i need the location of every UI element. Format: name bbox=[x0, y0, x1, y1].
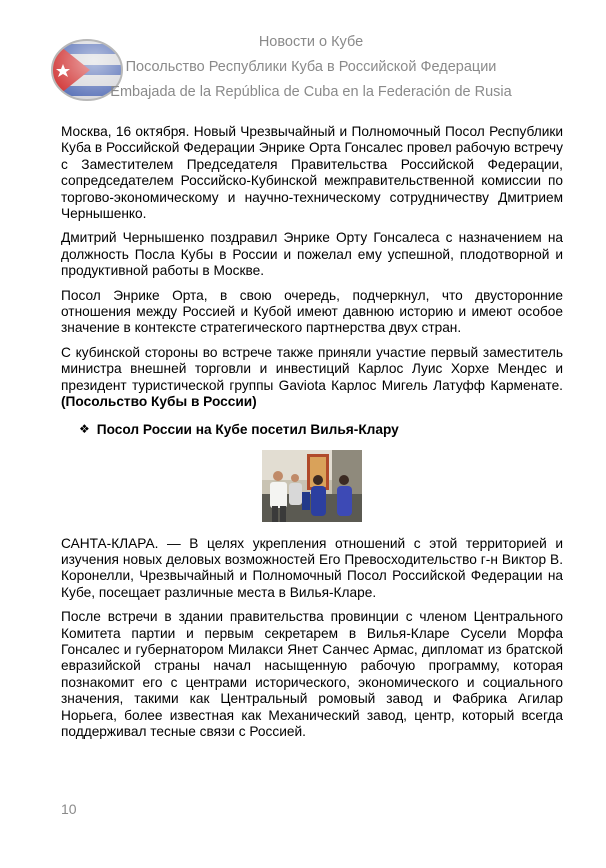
article1-source: (Посольство Кубы в России) bbox=[61, 394, 257, 410]
header-title: Новости о Кубе bbox=[258, 34, 364, 50]
article1-paragraph-2: Дмитрий Чернышенко поздравил Энрике Орту Гонсалеса с назначением на должность Посла Кубы в России и пожелал ему успешной, плодотворной и продуктивной работы в Москве. bbox=[61, 230, 563, 279]
article2-heading bbox=[79, 421, 563, 438]
article1-paragraph-1: Москва, 16 октября. Новый Чрезвычайный и Полномочный Посол Республики Куба в Российской Федерации Энрике Орта Гонсалес провел рабочую встречу с Заместителем Председателя Правительства Российской Федерации, сопредседателем Российско-Кубинской межправительственной комиссии по торгово-экономическому и научно-техническому сотрудничеству Дмитрием Чернышенко. bbox=[61, 124, 563, 222]
page-number: 10 bbox=[61, 801, 77, 817]
diamond-bullet-icon: ❖ bbox=[79, 421, 90, 436]
meeting-photo bbox=[262, 450, 362, 522]
article2-paragraph-1: САНТА-КЛАРА. — В целях укрепления отношений с этой территорией и изучения новых деловых возможностей Его Превосходительство г-н Виктор В. Коронелли, Чрезвычайный и Полномочный Посол Российской Федерации на Кубе, посещает различные места в Вилья-Кларе. bbox=[61, 535, 563, 600]
article2-paragraph-2: После встречи в здании правительства провинции с членом Центрального Комитета партии и первым секретарем в Вилья-Кларе Сусели Морфа Гонсалес и губернатором Милакси Янет Санчес Армас, дипломат из братской евразийской страны начал насыщенную рабочую программу, которая познакомит его с центрами исторического, экономического и социального значения, такими как Центральный ромовый завод и Фабрика Агилар Норьега, более известная как Механический завод, центр, который всегда поддерживал тесные связи с Россией. bbox=[61, 609, 563, 739]
header-embassy-ru: Посольство Республики Куба в Российской Федерации bbox=[125, 59, 497, 75]
article2-photo-wrapper bbox=[61, 450, 563, 522]
header-embassy-es: Embajada de la República de Cuba en la Federación de Rusia bbox=[110, 84, 512, 100]
article1-paragraph-3: Посол Энрике Орта, в свою очередь, подчеркнул, что двусторонние отношения между Россией и Кубой имеют давнюю историю и имеют особое значение в контексте стратегического партнерства двух стран. bbox=[61, 287, 563, 336]
article2-heading-text: Посол России на Кубе посетил Вилья-Клару bbox=[96, 421, 399, 437]
page-content bbox=[61, 124, 563, 748]
page-header bbox=[0, 0, 606, 115]
article1-paragraph-4-text: С кубинской стороны во встрече также приняли участие первый заместитель министра внешней торговли и инвестиций Карлос Луис Хорхе Мендес и президент туристической группы Gaviota Карлос Мигель Латуфф Карменате. bbox=[61, 344, 563, 393]
article1-paragraph-4 bbox=[61, 345, 563, 411]
